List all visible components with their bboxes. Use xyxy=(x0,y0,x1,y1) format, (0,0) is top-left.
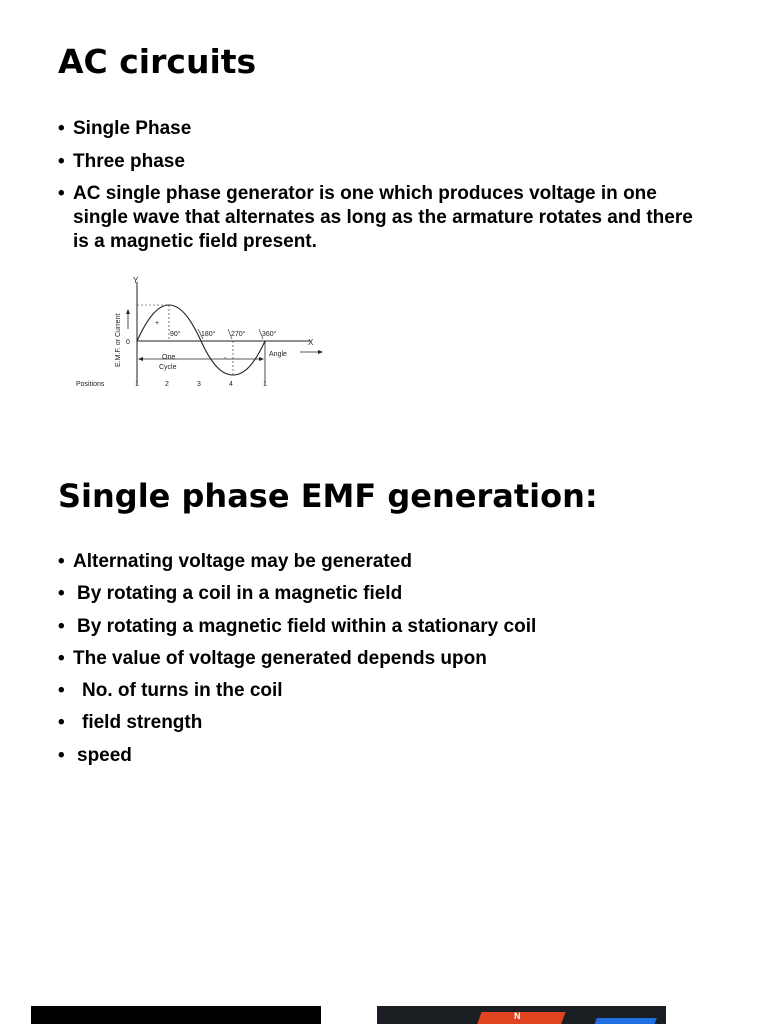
y-axis-label: E.M.F. or Current xyxy=(115,313,122,367)
angle-tick-180: 180° xyxy=(201,331,216,338)
bullet-item: • Single Phase xyxy=(58,117,698,141)
angle-label: Angle xyxy=(269,351,287,358)
bullet-item xyxy=(58,550,698,574)
position-number: 4 xyxy=(229,381,233,388)
position-number: 1 xyxy=(135,381,139,388)
bullet-item xyxy=(58,582,698,606)
bottom-left-image xyxy=(31,1006,321,1024)
magnet-north-block xyxy=(476,1012,565,1024)
bullet-text: By rotating a coil in a magnetic field xyxy=(77,583,403,605)
bullet-text: speed xyxy=(77,744,132,766)
bullet-text: No. of turns in the coil xyxy=(82,680,283,702)
section-title-single-phase-emf: Single phase EMF generation: xyxy=(58,477,598,515)
one-cycle-label-2: Cycle xyxy=(159,364,177,371)
bullet-item xyxy=(58,615,698,639)
bullet-text: By rotating a magnetic field within a stationary coil xyxy=(77,615,537,637)
angle-arrow-head xyxy=(318,350,323,354)
angle-tick-270: 270° xyxy=(231,331,246,338)
y-arrow-head xyxy=(126,309,130,314)
section-title-ac-circuits: AC circuits xyxy=(58,42,257,81)
bullet-item xyxy=(58,679,698,703)
x-axis-letter: X xyxy=(308,338,314,347)
position-number: 3 xyxy=(197,381,201,388)
y-axis-letter: Y xyxy=(133,276,139,285)
dimension-arrow-left xyxy=(138,357,143,361)
position-number: 1 xyxy=(263,381,267,388)
bullet-item: • AC single phase generator is one which produces voltage in one single wave that alternates as long as the armature rotates and there is a magnetic field present. xyxy=(58,182,698,254)
position-number: 2 xyxy=(165,381,169,388)
dimension-arrow-right xyxy=(259,357,264,361)
positive-half-label: + xyxy=(155,320,160,327)
bullet-item: • Three phase xyxy=(58,150,698,174)
bullet-item xyxy=(58,647,698,671)
angle-tick-90: 90° xyxy=(170,331,181,338)
bullet-text: Alternating voltage may be generated xyxy=(73,551,412,572)
bullet-item xyxy=(58,711,698,735)
magnet-south-block xyxy=(593,1018,657,1024)
bullet-text: field strength xyxy=(82,712,203,734)
one-cycle-label-1: One xyxy=(162,354,176,361)
bullet-text: The value of voltage generated depends upon xyxy=(73,647,487,669)
bottom-right-image xyxy=(377,1006,666,1024)
positions-label: Positions xyxy=(76,381,105,388)
negative-half-label: - xyxy=(224,355,227,362)
magnet-letter: N xyxy=(514,1011,521,1021)
origin-label: 0 xyxy=(126,339,130,346)
angle-tick-360: 360° xyxy=(262,331,277,338)
sine-wave-diagram xyxy=(72,272,332,394)
ac-circuits-bullet-list xyxy=(58,117,698,263)
sine-wave-curve xyxy=(137,305,265,375)
bullet-item xyxy=(58,744,698,768)
emf-generation-bullet-list xyxy=(58,550,698,776)
